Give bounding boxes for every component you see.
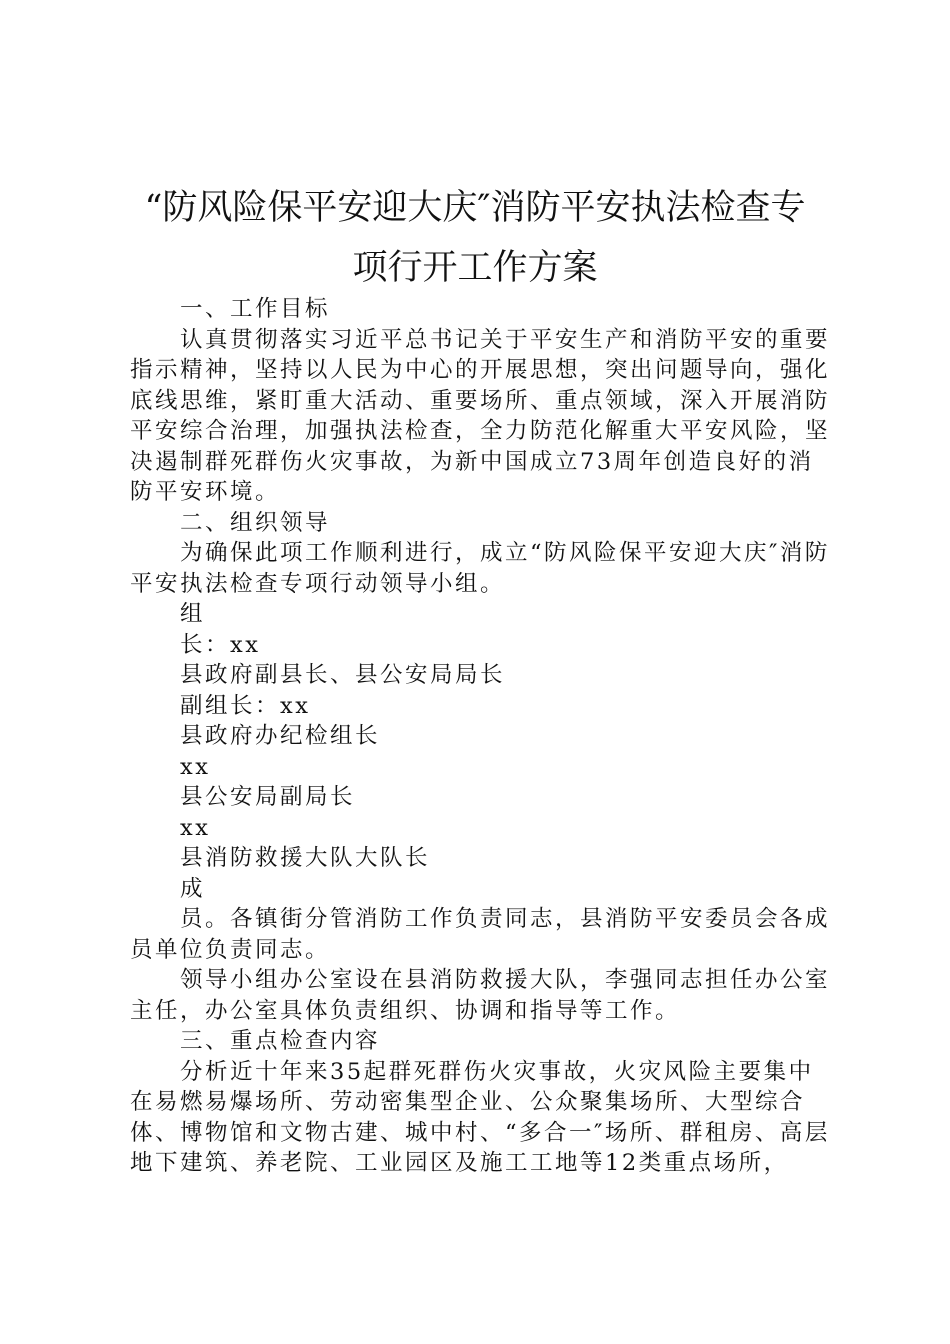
document-title-line-2: 项行开工作方案 <box>352 248 598 288</box>
leader-label-part-1: 组 <box>180 601 206 627</box>
section-3-heading: 三、重点检查内容 <box>180 1028 381 1054</box>
section-1-heading: 一、工作目标 <box>180 296 331 322</box>
deputy-name-3: xx <box>180 814 211 841</box>
deputy-name-2: xx <box>180 753 211 780</box>
leader-role: 县政府副县长、县公安局局长 <box>180 662 506 688</box>
members-label-part-1: 成 <box>180 875 206 902</box>
section-2-heading: 二、组织领导 <box>180 509 331 536</box>
document-title-line-1: “防风险保平安迎大庆″消防平安执法检查专 <box>144 188 806 228</box>
section-1-paragraph: 认真贯彻落实习近平总书记关于平安生产和消防平安的重要指示精神，坚持以人民为中心的开展思想，突出问题导向，强化底线思维，紧盯重大活动、重要场所、重点领域，深入开展消防平安综合治理，加强执法检查，全力防范化解重大平安风险，坚决遏制群死群伤火灾事故，为新中国成立73周年创造良好的消防平安环境。 <box>130 326 831 505</box>
deputy-role-3: 县消防救援大队大队长 <box>180 845 431 871</box>
deputy-role-2: 县公安局副局长 <box>180 784 356 810</box>
deputy-label: 副组长：xx <box>180 692 311 719</box>
leader-label-part-2: 长：xx <box>180 631 261 658</box>
document-body <box>130 294 830 1179</box>
section-3-paragraph: 分析近十年来35起群死群伤火灾事故，火灾风险主要集中在易燃易爆场所、劳动密集型企业、公众聚集场所、大型综合体、博物馆和文物古建、城中村、“多合一″场所、群租房、高层地下建筑、养老院、工业园区及施工工地等12类重点场所， <box>130 1058 830 1176</box>
office-paragraph: 领导小组办公室设在县消防救援大队，李强同志担任办公室主任，办公室具体负责组织、协调和指导等工作。 <box>130 967 831 1024</box>
deputy-role-1: 县政府办纪检组长 <box>180 723 381 749</box>
members-paragraph: 员。各镇街分管消防工作负责同志，县消防平安委员会各成员单位负责同志。 <box>130 906 831 963</box>
section-2-paragraph: 为确保此项工作顺利进行，成立“防风险保平安迎大庆″消防平安执法检查专项行动领导小组。 <box>130 540 830 597</box>
